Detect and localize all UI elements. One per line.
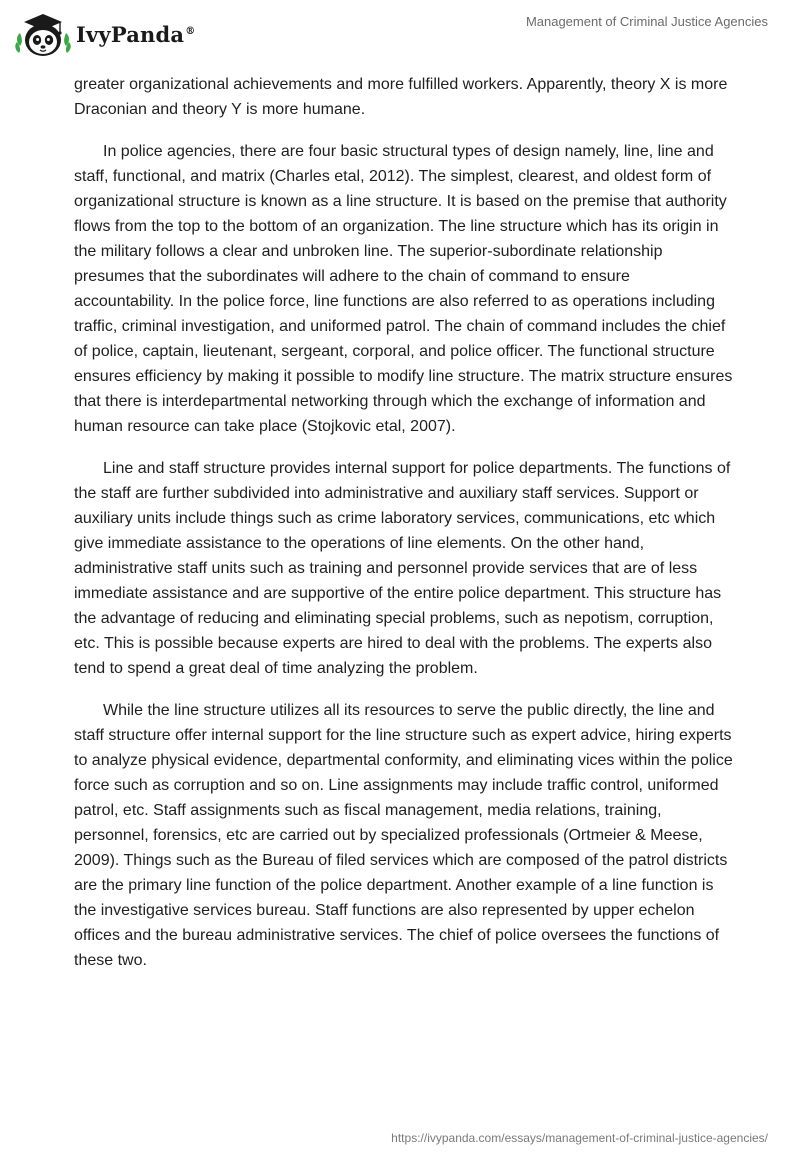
running-title: Management of Criminal Justice Agencies	[525, 14, 768, 29]
paragraph-1: greater organizational achievements and more fulfilled workers. Apparently, theory X is more Draconian and theory Y is more humane.	[74, 76, 728, 118]
registered-mark: ®	[185, 25, 196, 37]
paragraph-3: Line and staff structure provides internal support for police departments. The functions of the staff are further subdivided into administrative and auxiliary staff services. Support or auxiliary units include things such as crime laboratory services, communications, etc which give immediate assistance to the operations of line elements. On the other hand, administrative staff units such as training and personnel provide services that are of less immediate assistance and are supportive of the entire police department. This structure has the advantage of reducing and eliminating special problems, such as nepotism, corruption, etc. This is possible because experts are hired to deal with the problems. The experts also tend to spend a great deal of time analyzing the problem.	[74, 460, 731, 677]
paragraph-2: In police agencies, there are four basic structural types of design namely, line, line and staff, functional, and matrix (Charles etal, 2012). The simplest, clearest, and oldest form of organizational structure is known as a line structure. It is based on the premise that authority flows from the top to the bottom of an organization. The line structure which has its origin in the military follows a clear and unbroken line. The superior-subordinate relationship presumes that the subordinates will adhere to the chain of command to ensure accountability. In the police force, line functions are also referred to as operations including traffic, criminal investigation, and uniformed patrol. The chain of command includes the chief of police, captain, lieutenant, sergeant, corporal, and police officer. The functional structure ensures efficiency by making it possible to modify line structure. The matrix structure ensures that there is interdepartmental networking through which the exchange of information and human resource can take place (Stojkovic etal, 2007).	[74, 143, 733, 435]
page-header	[0, 0, 800, 70]
brand-name: IvyPanda®	[76, 21, 196, 47]
paragraph-4: While the line structure utilizes all its resources to serve the public directly, the line and staff structure offer internal support for the line structure such as expert advice, hiring experts to analyze physical evidence, departmental conformity, and eliminating vices within the police force such as corruption and so on. Line assignments may include traffic control, uniformed patrol, etc. Staff assignments such as fiscal management, media relations, training, personnel, forensics, etc are carried out by specialized professionals (Ortmeier & Meese, 2009). Things such as the Bureau of filed services which are composed of the patrol districts are the primary line function of the police department. Another example of a line function is the investigative services bureau. Staff functions are also represented by upper echelon offices and the bureau administrative services. The chief of police oversees the functions of these two.	[74, 702, 733, 969]
brand-logo[interactable]	[14, 8, 195, 60]
panda-graduation-cap-icon	[14, 8, 72, 60]
source-url[interactable]: https://ivypanda.com/essays/management-of-criminal-justice-agencies/	[391, 1131, 768, 1145]
essay-body	[74, 72, 734, 990]
